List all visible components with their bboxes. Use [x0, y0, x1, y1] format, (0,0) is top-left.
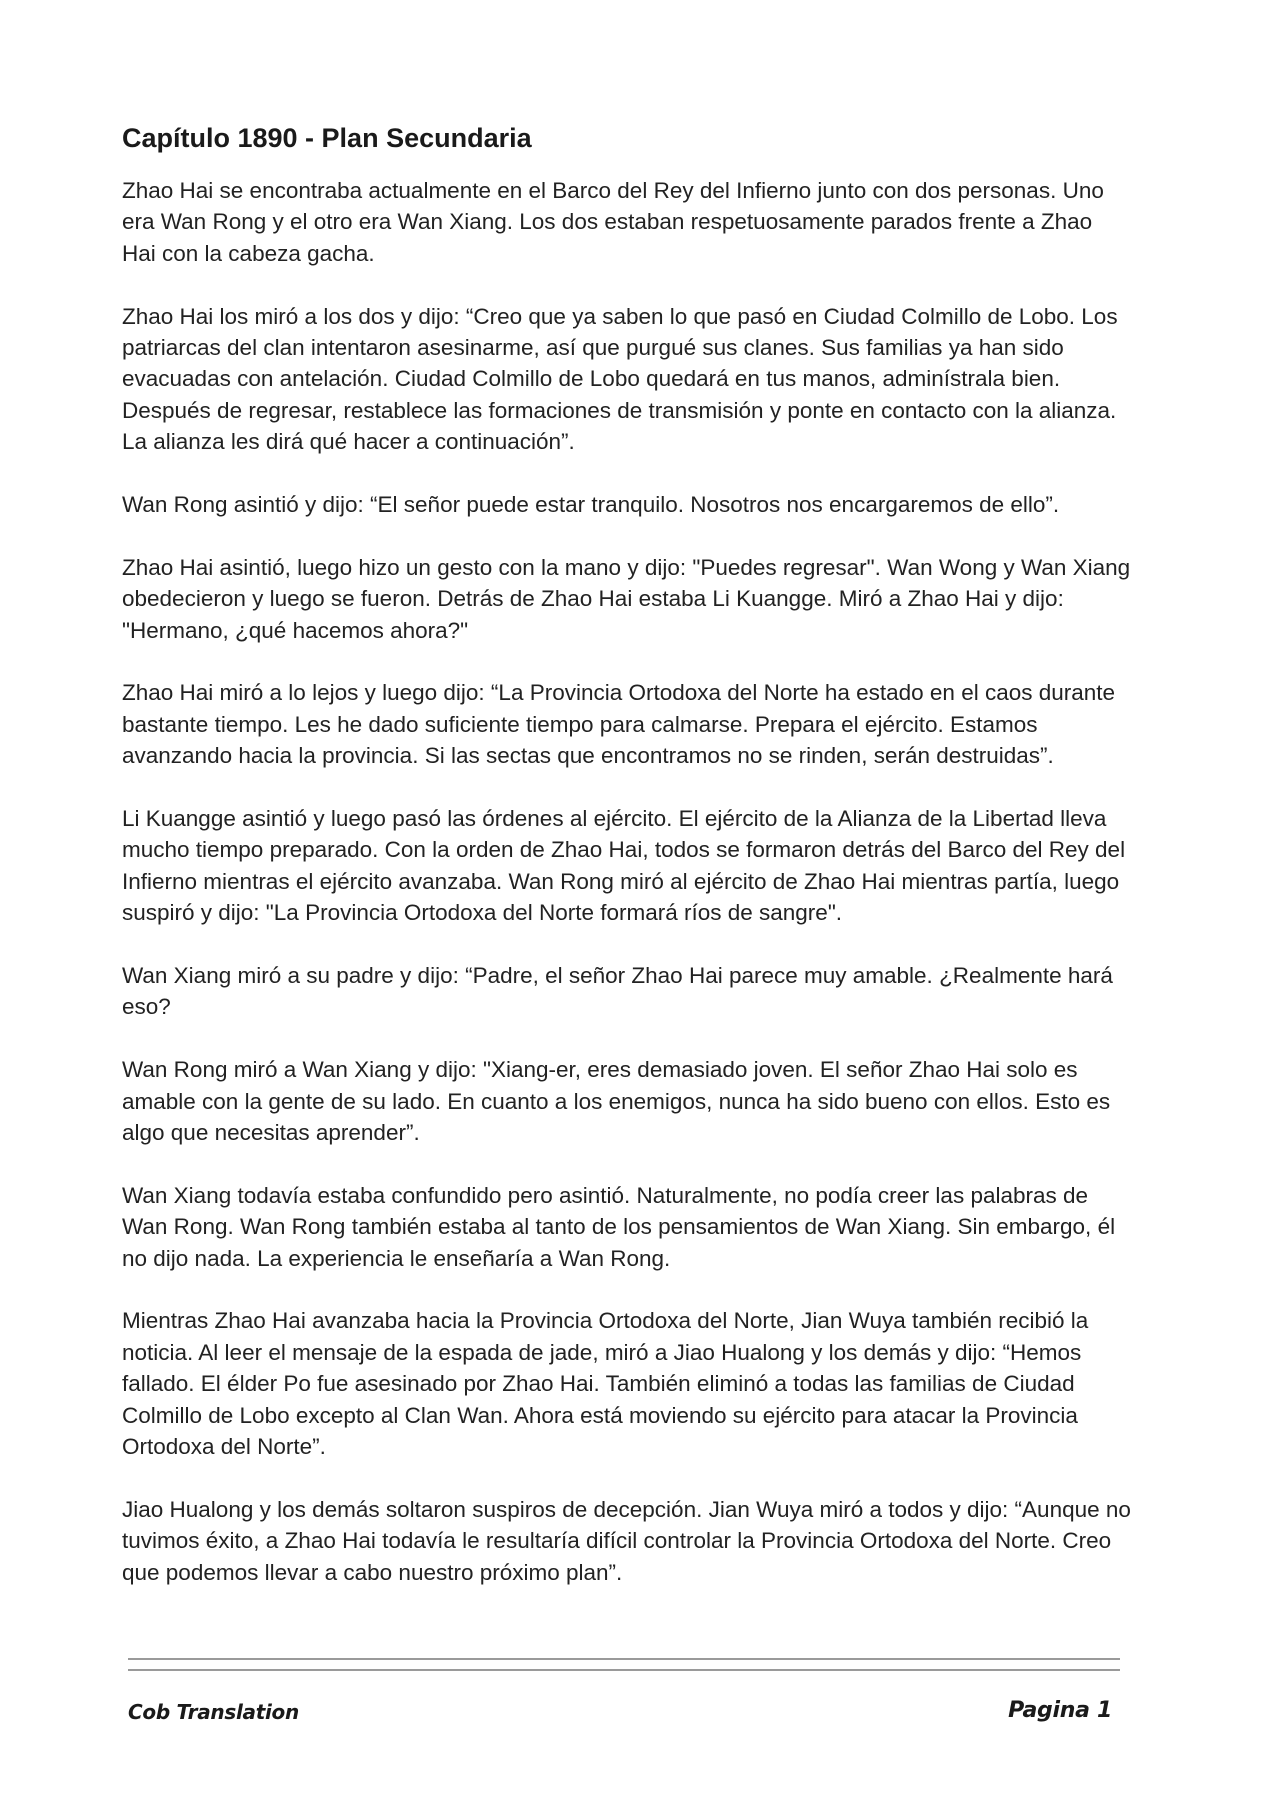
paragraph: Wan Rong miró a Wan Xiang y dijo: "Xiang-er, eres demasiado joven. El señor Zhao Hai solo es amable con la gente de su lado. En cuanto a los enemigos, nunca ha sido bueno con ellos. Esto es algo que necesitas aprender”.	[122, 1057, 1111, 1146]
paragraph: Jiao Hualong y los demás soltaron suspiros de decepción. Jian Wuya miró a todos y dijo: “Aunque no tuvimos éxito, a Zhao Hai todavía le resultaría difícil controlar la Provincia Ortodoxa del Norte. Creo que podemos llevar a cabo nuestro próximo plan”.	[122, 1496, 1131, 1585]
paragraph: Mientras Zhao Hai avanzaba hacia la Provincia Ortodoxa del Norte, Jian Wuya también recibió la noticia. Al leer el mensaje de la espada de jade, miró a Jiao Hualong y los demás y dijo: “Hemos fallado. El élder Po fue asesinado por Zhao Hai. También eliminó a todas las familias de Ciudad Colmillo de Lobo excepto al Clan Wan. Ahora está moviendo su ejército para atacar la Provincia Ortodoxa del Norte”.	[122, 1308, 1089, 1460]
paragraph: Zhao Hai se encontraba actualmente en el Barco del Rey del Infierno junto con dos personas. Uno era Wan Rong y el otro era Wan Xiang. Los dos estaban respetuosamente parados frente a Zhao Hai con la cabeza gacha.	[122, 178, 1104, 266]
footer-page-number: Pagina 1	[1008, 1698, 1112, 1723]
paragraph: Zhao Hai asintió, luego hizo un gesto con la mano y dijo: "Puedes regresar". Wan Wong y Wan Xiang obedecieron y luego se fueron. Detrás de Zhao Hai estaba Li Kuangge. Miró a Zhao Hai y dijo: "Hermano, ¿qué hacemos ahora?"	[122, 554, 1131, 643]
paragraph: Zhao Hai miró a lo lejos y luego dijo: “La Provincia Ortodoxa del Norte ha estado en el caos durante bastante tiempo. Les he dado suficiente tiempo para calmarse. Prepara el ejército. Estamos avanzando hacia la provincia. Si las sectas que encontramos no se rinden, serán destruidas”.	[122, 680, 1116, 769]
paragraph: Wan Rong asintió y dijo: “El señor puede estar tranquilo. Nosotros nos encargaremos de ello”.	[122, 492, 1060, 518]
footer-divider	[128, 1669, 1120, 1671]
footer-divider	[128, 1658, 1120, 1660]
paragraph: Wan Xiang miró a su padre y dijo: “Padre, el señor Zhao Hai parece muy amable. ¿Realmente hará eso?	[122, 963, 1113, 1020]
page-content	[122, 118, 1132, 1588]
paragraph: Zhao Hai los miró a los dos y dijo: “Creo que ya saben lo que pasó en Ciudad Colmillo de Lobo. Los patriarcas del clan intentaron asesinarme, así que purgué sus clanes. Sus familias ya han sido evacuadas con antelación. Ciudad Colmillo de Lobo quedará en tus manos, adminístrala bien. Después de regresar, restablece las formaciones de transmisión y ponte en contacto con la alianza. La alianza les dirá qué hacer a continuación”.	[122, 303, 1118, 455]
paragraph: Wan Xiang todavía estaba confundido pero asintió. Naturalmente, no podía creer las palabras de Wan Rong. Wan Rong también estaba al tanto de los pensamientos de Wan Xiang. Sin embargo, él no dijo nada. La experiencia le enseñaría a Wan Rong.	[122, 1182, 1116, 1271]
chapter-title: Capítulo 1890 - Plan Secundaria	[122, 123, 532, 153]
paragraph: Li Kuangge asintió y luego pasó las órdenes al ejército. El ejército de la Alianza de la Libertad lleva mucho tiempo preparado. Con la orden de Zhao Hai, todos se formaron detrás del Barco del Rey del Infierno mientras el ejército avanzaba. Wan Rong miró al ejército de Zhao Hai mientras partía, luego suspiró y dijo: "La Provincia Ortodoxa del Norte formará ríos de sangre".	[122, 806, 1126, 926]
footer-translator-credit: Cob Translation	[128, 1700, 299, 1724]
